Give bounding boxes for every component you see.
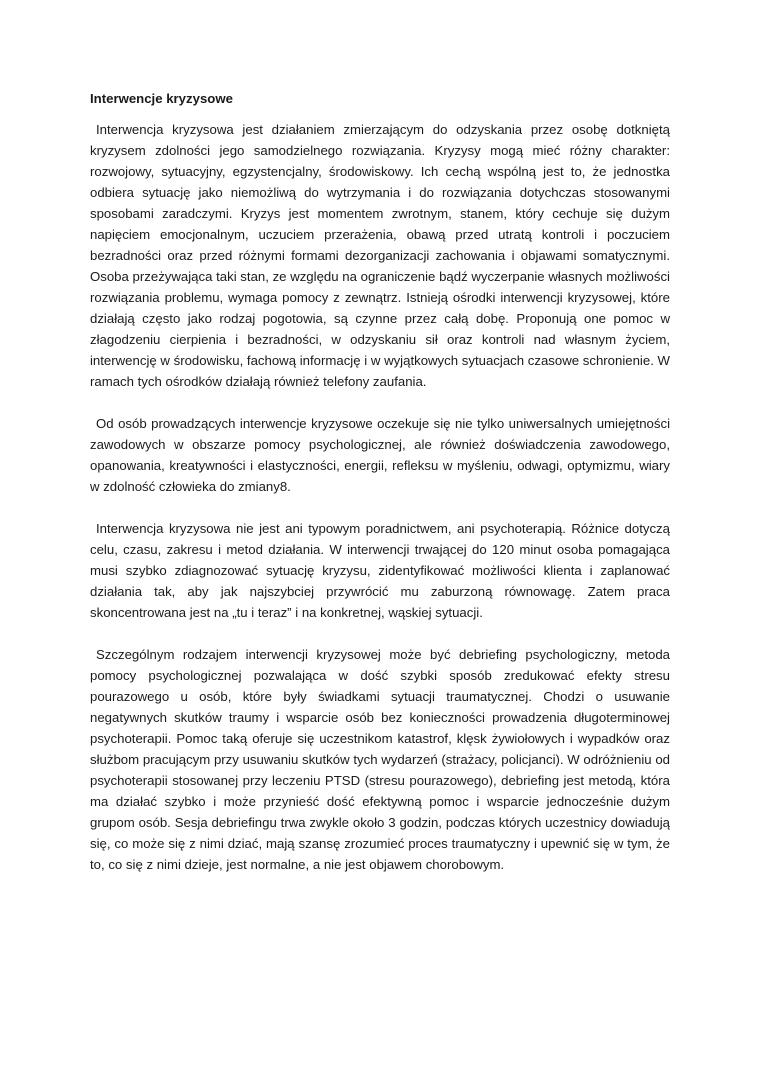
paragraph: Interwencja kryzysowa jest działaniem zmierzającym do odzyskania przez osobę dotkniętą kryzysem zdolności jego samodzielnego rozwiązania. Kryzysy mogą mieć różny charakter: rozwojowy, sytuacyjny, egzystencjalny, środowiskowy. Ich cechą wspólną jest to, że jednostka odbiera sytuację jako niemożliwą do wytrzymania i do rozwiązania dotychczas stosowanymi sposobami zaradczymi. Kryzys jest momentem zwrotnym, stanem, który cechuje się dużym napięciem emocjonalnym, uczuciem przerażenia, obawą przed utratą kontroli i poczuciem bezradności oraz przed różnymi formami dezorganizacji zachowania i objawami somatycznymi. Osoba przeżywająca taki stan, ze względu na ograniczenie bądź wyczerpanie własnych możliwości rozwiązania problemu, wymaga pomocy z zewnątrz. Istnieją ośrodki interwencji kryzysowej, które działają często jako rodzaj pogotowia, są czynne przez całą dobę. Proponują one pomoc w złagodzeniu cierpienia i bezradności, w odzyskaniu sił oraz kontroli nad własnym życiem, interwencję w środowisku, fachową informację i w wyjątkowych sytuacjach czasowe schronienie. W ramach tych ośrodków działają również telefony zaufania. xyxy=(90,122,670,389)
paragraph: Interwencja kryzysowa nie jest ani typowym poradnictwem, ani psychoterapią. Różnice dotyczą celu, czasu, zakresu i metod działania. W interwencji trwającej do 120 minut osoba pomagająca musi szybko zdiagnozować sytuację kryzysu, zidentyfikować możliwości klienta i zaplanować działania tak, aby jak najszybciej przywrócić mu zaburzoną równowagę. Zatem praca skoncentrowana jest na „tu i teraz” i na konkretnej, wąskiej sytuacji. xyxy=(90,521,670,620)
document-title: Interwencje kryzysowe xyxy=(90,91,233,106)
document-body xyxy=(90,88,670,896)
paragraph: Od osób prowadzących interwencje kryzysowe oczekuje się nie tylko uniwersalnych umiejętności zawodowych w obszarze pomocy psychologicznej, ale również doświadczenia zawodowego, opanowania, kreatywności i elastyczności, energii, refleksu w myśleniu, odwagi, optymizmu, wiary w zdolność człowieka do zmiany8. xyxy=(90,416,670,494)
paragraph: Szczególnym rodzajem interwencji kryzysowej może być debriefing psychologiczny, metoda pomocy psychologicznej pozwalająca w dość szybki sposób zredukować efekty stresu pourazowego u osób, które były świadkami sytuacji traumatycznej. Chodzi o usuwanie negatywnych skutków traumy i wsparcie osób bez konieczności prowadzenia długoterminowej psychoterapii. Pomoc taką oferuje się uczestnikom katastrof, klęsk żywiołowych i wypadków oraz służbom pracującym przy usuwaniu skutków tych wydarzeń (strażacy, policjanci). W odróżnieniu od psychoterapii stosowanej przy leczeniu PTSD (stresu pourazowego), debriefing jest metodą, która ma działać szybko i może przynieść dość efektywną pomoc i wsparcie jednocześnie dużym grupom osób. Sesja debriefingu trwa zwykle około 3 godzin, podczas których uczestnicy dowiadują się, co może się z nimi dziać, mają szansę zrozumieć proces traumatyczny i upewnić się w tym, że to, co się z nimi dzieje, jest normalne, a nie jest objawem chorobowym. xyxy=(90,647,670,872)
